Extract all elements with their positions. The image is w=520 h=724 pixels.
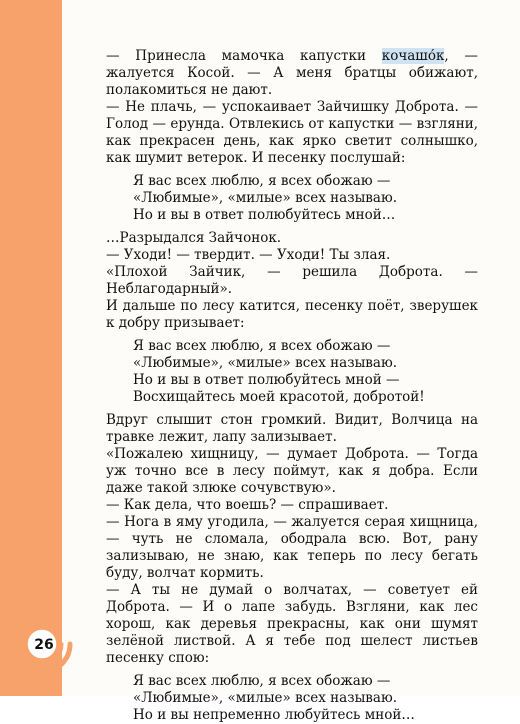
page-number: 26	[34, 637, 54, 653]
verse-block	[133, 173, 478, 224]
verse-line: Но и вы непременно любуйтесь мной…	[133, 707, 415, 723]
paragraph: …Разрыдался Зайчонок.	[106, 230, 282, 246]
paragraph: «Плохой Зайчик, — решила Доброта. — Неблагодарный».	[106, 264, 478, 297]
verse-block	[133, 338, 478, 406]
left-orange-band	[0, 0, 62, 696]
verse-line: Я вас всех люблю, я всех обожаю —	[133, 673, 391, 689]
highlighted-word[interactable]: кочашо́к	[381, 48, 445, 64]
verse-line: Но и вы в ответ полюбуйтесь мной —	[133, 372, 400, 388]
paragraph: «Пожалею хищницу, — думает Доброта. — Тогда уж точно все в лесу поймут, как я добра. Если даже такой злюке сочувствую».	[106, 446, 478, 496]
paragraph: — Нога в яму угодила, — жалуется серая хищница, — чуть не сломала, ободрала всю. Вот, рану зализываю, не знаю, как теперь по лесу бегать буду, волчат кормить.	[106, 514, 478, 581]
paragraph: — Не плачь, — успокаивает Зайчишку Доброта. — Голод — ерунда. Отвлекись от капустки — взгляни, как прекрасен день, как ярко светит солнышко, как шумит ветерок. И песенку послушай:	[106, 99, 478, 166]
verse-line: «Любимые», «милые» всех называю.	[133, 690, 398, 706]
paragraph: И дальше по лесу катится, песенку поёт, зверушек к добру призывает:	[106, 298, 478, 331]
paragraph: — Уходи! — твердит. — Уходи! Ты злая.	[106, 247, 391, 263]
verse-line: Я вас всех люблю, я всех обожаю —	[133, 173, 391, 189]
verse-line: «Любимые», «милые» всех называю.	[133, 190, 398, 206]
paragraph: Вдруг слышит стон громкий. Видит, Волчица на травке лежит, лапу зализывает.	[106, 412, 478, 445]
paragraph: — А ты не думай о волчатах, — советует ей Доброта. — И о лапе забудь. Взгляни, как лес хорош, как деревья прекрасны, как они шумят зелёной листвой. А я тебе под шелест листьев песенку спою:	[106, 582, 478, 666]
text-span: , — жалуется Косой. — А меня братцы обижают, полакомиться не дают.	[106, 48, 478, 98]
verse-line: Но и вы в ответ полюбуйтесь мной…	[133, 207, 396, 223]
verse-block	[133, 673, 478, 724]
verse-line: Я вас всех люблю, я всех обожаю —	[133, 338, 391, 354]
paragraph: — Как дела, что воешь? — спрашивает.	[106, 497, 389, 513]
paragraph	[106, 48, 478, 99]
verse-line: Восхищайтесь моей красотой, добротой!	[133, 389, 425, 405]
body-text	[106, 48, 478, 724]
verse-line: «Любимые», «милые» всех называю.	[133, 355, 398, 371]
text-span: — Принесла мамочка капустки	[106, 48, 382, 64]
